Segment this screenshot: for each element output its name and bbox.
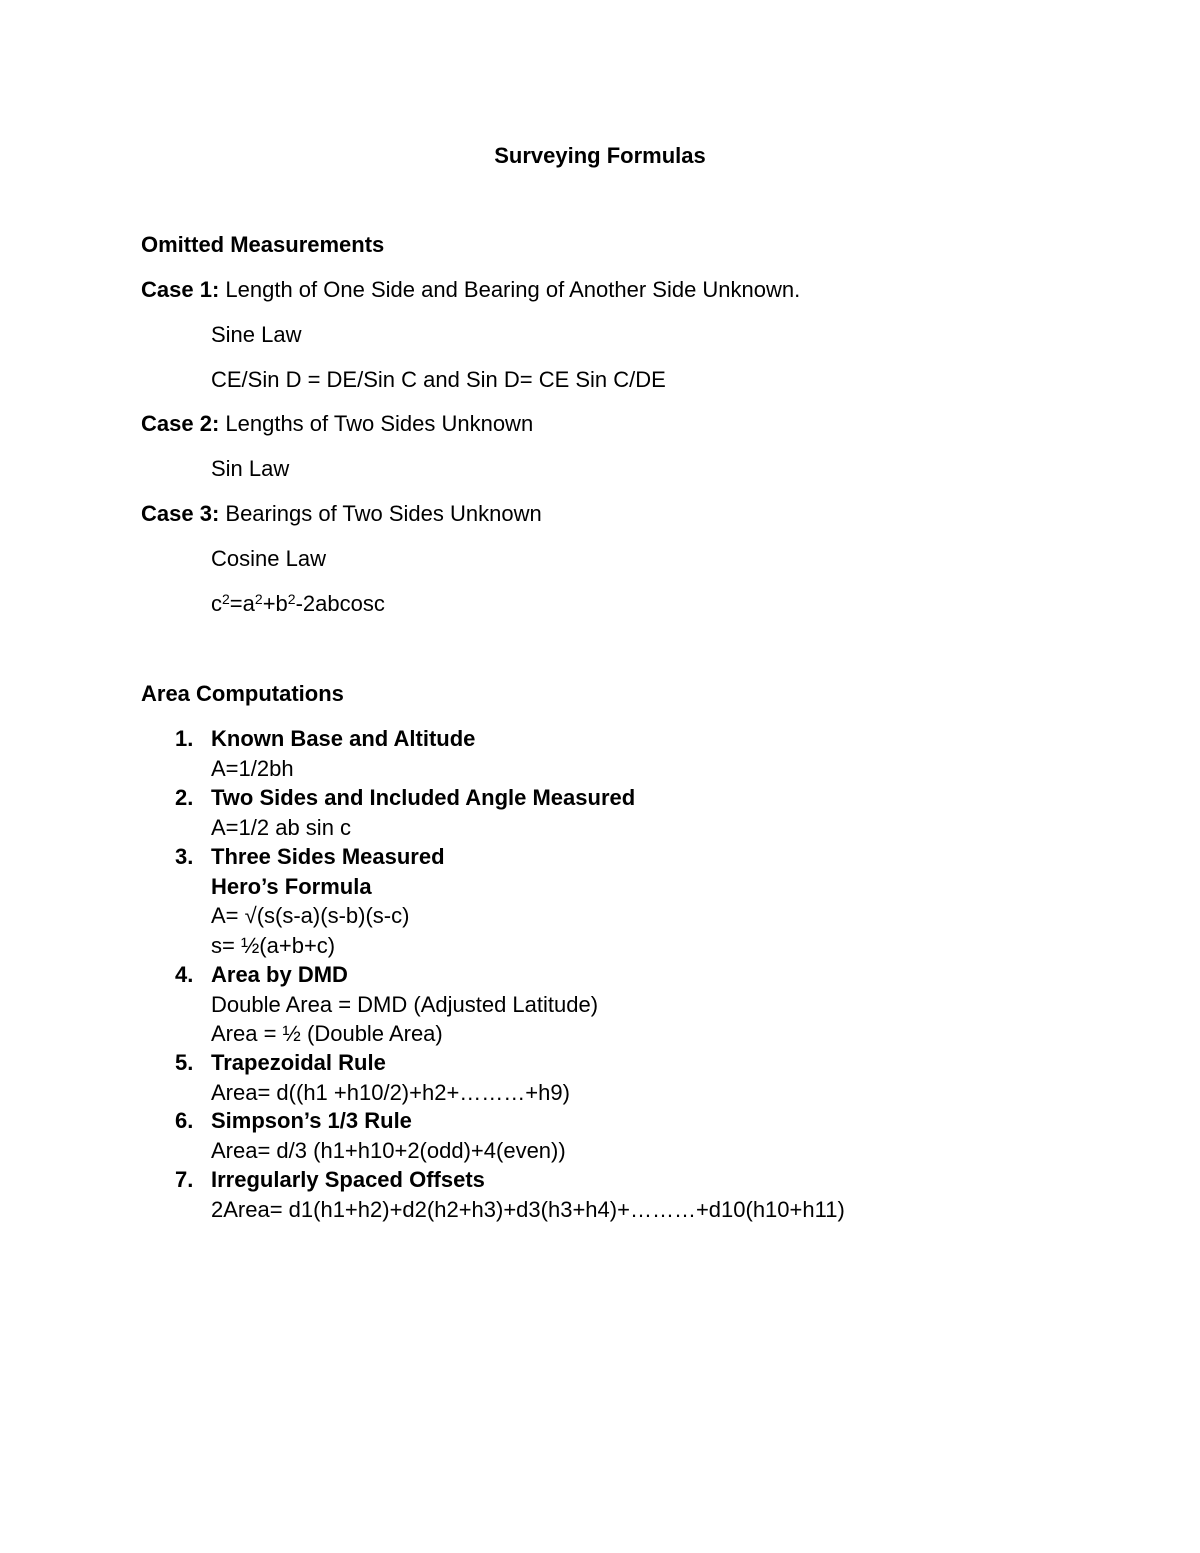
area-item-formula: Area= d((h1 +h10/2)+h2+………+h9) <box>211 1079 570 1105</box>
area-item-number: 5. <box>175 1050 194 1075</box>
area-item-formula: A= √(s(s-a)(s-b)(s-c) <box>211 903 410 928</box>
area-item-number: 3. <box>175 844 194 869</box>
case-2-label: Case 2: <box>141 411 220 436</box>
area-item-7 <box>175 1165 845 1224</box>
omitted-heading: Omitted Measurements <box>141 232 385 257</box>
area-item-number: 4. <box>175 962 194 987</box>
case-1-line-1: Sine Law <box>211 322 302 347</box>
area-item-5 <box>175 1048 570 1107</box>
area-item-heading: Three Sides Measured <box>211 844 445 869</box>
area-item-number: 6. <box>175 1108 194 1133</box>
area-item-1 <box>175 724 476 783</box>
case-2-text: Lengths of Two Sides Unknown <box>219 411 534 436</box>
case-1-line-2: CE/Sin D = DE/Sin C and Sin D= CE Sin C/DE <box>211 367 666 392</box>
area-item-formula: Area = ½ (Double Area) <box>211 1021 443 1046</box>
area-heading: Area Computations <box>141 681 344 706</box>
area-item-formula: s= ½(a+b+c) <box>211 932 336 958</box>
area-item-number: 7. <box>175 1167 194 1192</box>
case-3 <box>141 500 542 528</box>
area-item-heading: Known Base and Altitude <box>211 726 476 751</box>
area-item-3 <box>175 842 445 960</box>
area-item-2 <box>175 783 636 842</box>
area-item-subheading: Hero’s Formula <box>211 873 372 899</box>
area-item-4 <box>175 960 599 1049</box>
case-3-line-1: Cosine Law <box>211 546 326 571</box>
cosine-law-formula: $c^2=a^2+b^2-2abcosc$ <box>211 591 385 616</box>
area-item-heading: Trapezoidal Rule <box>211 1050 386 1075</box>
area-item-formula: Double Area = DMD (Adjusted Latitude) <box>211 991 599 1017</box>
area-item-heading: Two Sides and Included Angle Measured <box>211 785 636 810</box>
document-title: Surveying Formulas <box>494 143 706 168</box>
case-2-line-1: Sin Law <box>211 456 290 481</box>
area-item-formula: 2Area= d1(h1+h2)+d2(h2+h3)+d3(h3+h4)+………+d10(h10+h11) <box>211 1196 845 1222</box>
area-item-formula: A=1/2bh <box>211 755 294 781</box>
case-3-label: Case 3: <box>141 501 220 526</box>
case-3-text: Bearings of Two Sides Unknown <box>219 501 542 526</box>
case-2 <box>141 410 533 438</box>
area-item-heading: Simpson’s 1/3 Rule <box>211 1108 412 1133</box>
area-item-formula: A=1/2 ab sin c <box>211 814 352 840</box>
case-1-label: Case 1: <box>141 277 220 302</box>
area-item-heading: Area by DMD <box>211 962 348 987</box>
case-1 <box>141 276 800 304</box>
area-item-6 <box>175 1106 566 1165</box>
area-item-number: 2. <box>175 785 194 810</box>
area-item-formula: Area= d/3 (h1+h10+2(odd)+4(even)) <box>211 1137 566 1163</box>
case-1-text: Length of One Side and Bearing of Another Side Unknown. <box>219 277 801 302</box>
area-item-number: 1. <box>175 726 194 751</box>
area-item-heading: Irregularly Spaced Offsets <box>211 1167 485 1192</box>
